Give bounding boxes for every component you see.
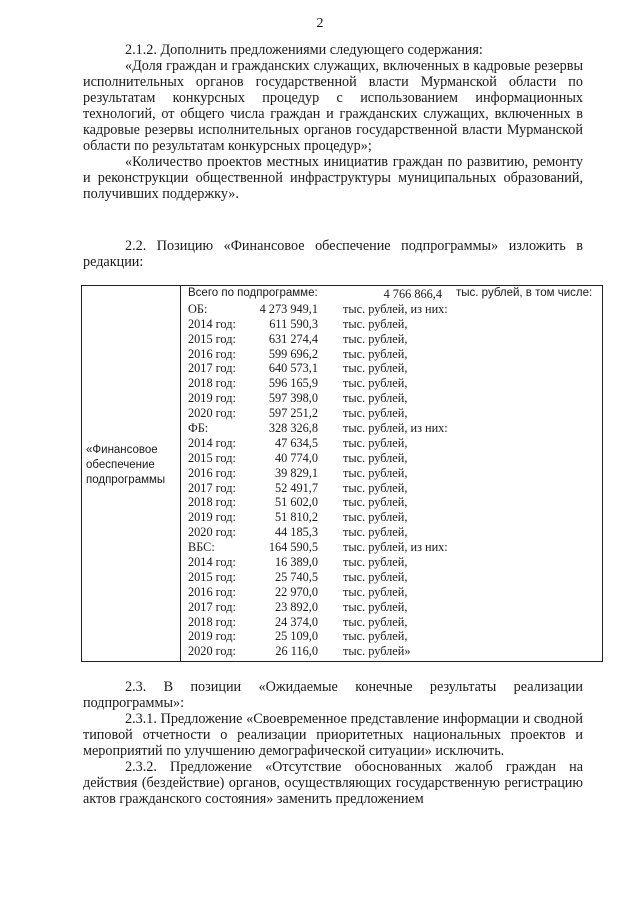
funding-row [188, 644, 598, 659]
funding-row-label: 2016 год: [188, 584, 236, 599]
funding-row-label: 2020 год: [188, 644, 236, 659]
funding-row-unit: тыс. рублей, [343, 569, 408, 584]
funding-total-label: Всего по подпрограмме: [188, 287, 318, 299]
funding-total-row [188, 287, 598, 302]
funding-row-unit: тыс. рублей» [343, 644, 411, 659]
funding-row-label: 2020 год: [188, 525, 236, 540]
funding-row [188, 332, 598, 347]
funding-row-amount: 52 491,7 [274, 480, 318, 495]
section-2-1-2 [83, 42, 583, 202]
funding-row [188, 421, 598, 436]
funding-row-label: 2018 год: [188, 495, 236, 510]
funding-row-amount: 23 892,0 [274, 599, 318, 614]
funding-row-label: 2014 год: [188, 316, 236, 331]
funding-row [188, 495, 598, 510]
funding-row-label: 2017 год: [188, 480, 236, 495]
funding-row-unit: тыс. рублей, из них: [343, 540, 448, 555]
funding-row [188, 317, 598, 332]
item-2-3-1: 2.3.1. Предложение «Своевременное представление информации и сводной типовой отчетности о реализации приоритетных национальных проектов и мероприятий по улучшению демографической ситуации» исключить. [83, 711, 583, 759]
funding-row-amount: 164 590,5 [268, 540, 318, 555]
funding-row-amount: 596 165,9 [268, 376, 318, 391]
funding-row [188, 510, 598, 525]
funding-row-label: 2015 год: [188, 569, 236, 584]
funding-row-amount: 24 374,0 [274, 614, 318, 629]
funding-row-unit: тыс. рублей, [343, 614, 408, 629]
funding-row-unit: тыс. рублей, из них: [343, 421, 448, 436]
funding-row-amount: 25 109,0 [274, 629, 318, 644]
funding-row-label: 2018 год: [188, 376, 236, 391]
funding-row-amount: 328 326,8 [268, 421, 318, 436]
funding-table [81, 285, 603, 662]
funding-rows [188, 287, 598, 659]
funding-row-amount: 16 389,0 [274, 555, 318, 570]
funding-row-label: ВБС: [188, 540, 215, 555]
funding-row-amount: 51 602,0 [274, 495, 318, 510]
funding-row-amount: 47 634,5 [274, 435, 318, 450]
funding-row-unit: тыс. рублей, [343, 376, 408, 391]
funding-row-amount: 26 116,0 [275, 644, 318, 659]
funding-row [188, 570, 598, 585]
funding-row-label: 2019 год: [188, 510, 236, 525]
funding-row [188, 391, 598, 406]
funding-row-label: 2016 год: [188, 465, 236, 480]
funding-row-unit: тыс. рублей, [343, 599, 408, 614]
funding-total-unit: тыс. рублей, в том числе: [456, 287, 593, 299]
funding-row [188, 585, 598, 600]
funding-row-amount: 640 573,1 [268, 361, 318, 376]
section-2-2-text: 2.2. Позицию «Финансовое обеспечение подпрограммы» изложить в редакции: [83, 238, 583, 270]
funding-row-amount: 611 590,3 [269, 316, 318, 331]
funding-row [188, 406, 598, 421]
funding-row-label: 2017 год: [188, 599, 236, 614]
funding-row-amount: 597 398,0 [268, 391, 318, 406]
funding-row-amount: 39 829,1 [274, 465, 318, 480]
page-number: 2 [316, 16, 324, 31]
funding-row-amount: 51 810,2 [274, 510, 318, 525]
funding-row [188, 451, 598, 466]
table-position-label: «Финансовое обеспечение подпрограммы [86, 444, 166, 486]
funding-row-amount: 40 774,0 [274, 450, 318, 465]
funding-row-label: 2015 год: [188, 450, 236, 465]
item-2-3-2: 2.3.2. Предложение «Отсутствие обоснованных жалоб граждан на действия (бездействие) органов, осуществляющих государственную регистрацию актов гражданского состояния» заменить предложением [83, 759, 583, 807]
section-2-3 [83, 679, 583, 807]
funding-row-unit: тыс. рублей, [343, 450, 408, 465]
funding-row-label: ФБ: [188, 421, 209, 436]
funding-row-unit: тыс. рублей, [343, 391, 408, 406]
funding-row [188, 361, 598, 376]
funding-row-unit: тыс. рублей, из них: [343, 301, 448, 316]
funding-row [188, 600, 598, 615]
funding-row-unit: тыс. рублей, [343, 525, 408, 540]
section-2-1-2-heading: 2.1.2. Дополнить предложениями следующего содержания: [125, 42, 483, 58]
funding-row [188, 436, 598, 451]
section-2-1-2-quote-1: «Доля граждан и гражданских служащих, включенных в кадровые резервы исполнительных органов государственной власти Мурманской области по результатам конкурсных процедур с использованием информационных технологий, от общего числа граждан и гражданских служащих, включенных в кадровые резервы исполнительных органов государственной власти Мурманской области по результатам конкурсных процедур»; [83, 58, 583, 154]
section-2-3-text: 2.3. В позиции «Ожидаемые конечные результаты реализации подпрограммы»: [83, 679, 583, 711]
funding-row-label: 2016 год: [188, 346, 236, 361]
funding-row [188, 481, 598, 496]
funding-row [188, 540, 598, 555]
funding-row-label: 2014 год: [188, 555, 236, 570]
table-column-divider [180, 286, 181, 661]
funding-row-label: 2019 год: [188, 391, 236, 406]
funding-row-amount: 25 740,5 [274, 569, 318, 584]
funding-row-unit: тыс. рублей, [343, 316, 408, 331]
funding-row-unit: тыс. рублей, [343, 510, 408, 525]
funding-total-amount: 4 766 866,4 [383, 287, 442, 301]
funding-row-label: 2014 год: [188, 435, 236, 450]
funding-row [188, 347, 598, 362]
funding-row-unit: тыс. рублей, [343, 629, 408, 644]
funding-row-amount: 44 185,3 [274, 525, 318, 540]
funding-row [188, 629, 598, 644]
funding-row-unit: тыс. рублей, [343, 331, 408, 346]
funding-row-amount: 597 251,2 [268, 406, 318, 421]
funding-row [188, 555, 598, 570]
funding-row-amount: 599 696,2 [268, 346, 318, 361]
funding-row [188, 615, 598, 630]
funding-row-unit: тыс. рублей, [343, 480, 408, 495]
funding-row-amount: 22 970,0 [274, 584, 318, 599]
funding-row [188, 302, 598, 317]
funding-row-unit: тыс. рублей, [343, 435, 408, 450]
funding-row-unit: тыс. рублей, [343, 406, 408, 421]
funding-row-amount: 631 274,4 [268, 331, 318, 346]
funding-row [188, 376, 598, 391]
funding-row-amount: 4 273 949,1 [259, 301, 318, 316]
funding-row-label: ОБ: [188, 301, 208, 316]
funding-row-unit: тыс. рублей, [343, 361, 408, 376]
section-2-2 [83, 238, 583, 270]
funding-row [188, 466, 598, 481]
funding-row-label: 2015 год: [188, 331, 236, 346]
funding-row-unit: тыс. рублей, [343, 555, 408, 570]
section-2-1-2-quote-2: «Количество проектов местных инициатив граждан по развитию, ремонту и реконструкции общественной инфраструктуры муниципальных образований, получивших поддержку». [83, 154, 583, 202]
funding-row-unit: тыс. рублей, [343, 465, 408, 480]
funding-row-label: 2019 год: [188, 629, 236, 644]
funding-row-label: 2017 год: [188, 361, 236, 376]
funding-row-label: 2020 год: [188, 406, 236, 421]
funding-row-label: 2018 год: [188, 614, 236, 629]
funding-row [188, 525, 598, 540]
funding-row-unit: тыс. рублей, [343, 346, 408, 361]
funding-row-unit: тыс. рублей, [343, 495, 408, 510]
funding-row-unit: тыс. рублей, [343, 584, 408, 599]
